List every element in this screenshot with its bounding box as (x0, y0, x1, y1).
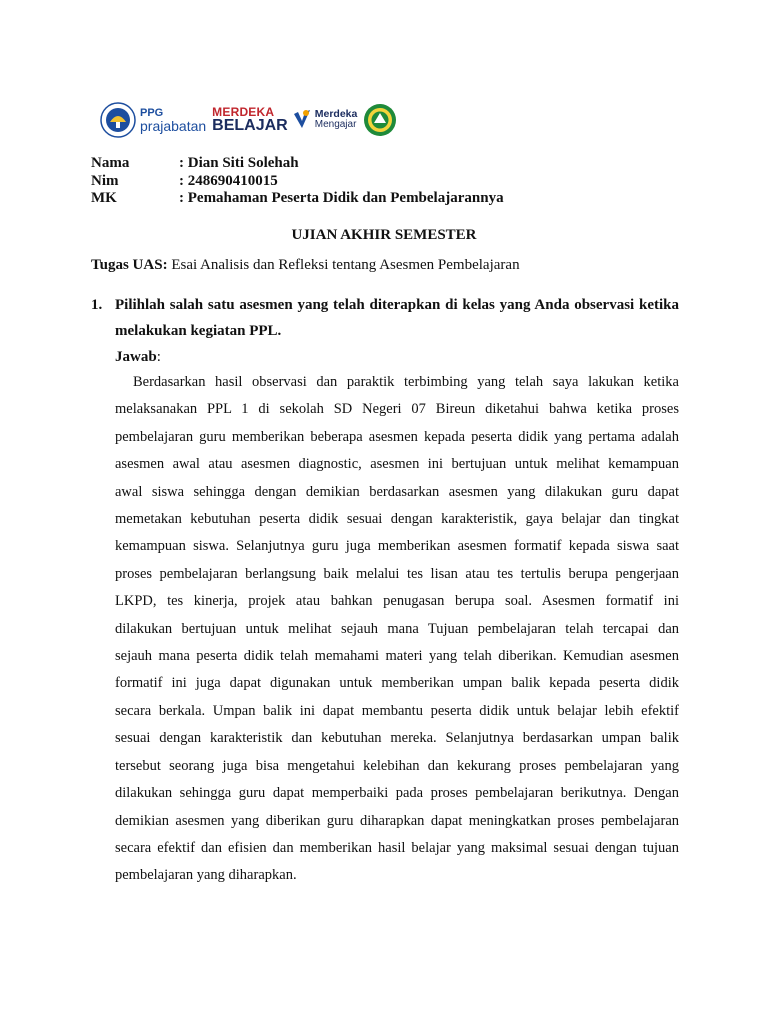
identity-label: Nama (91, 155, 130, 171)
answer-colon: : (156, 349, 161, 365)
answer-line: demikian asesmen yang diberikan guru diharapkan dapat meningkatkan proses pembelajaran (115, 812, 679, 829)
answer-line: memetakan kebutuhan peserta didik sesuai dengan karakteristik, gaya belajar dan tingkat (115, 511, 679, 528)
answer-line: asesmen awal atau asesmen diagnostic, asesmen ini bertujuan untuk melihat kemampuan (115, 456, 679, 473)
answer-line: kemampuan siswa. Selanjutnya guru juga memberikan asesmen formatif kepada siswa saat (115, 538, 679, 555)
prajabatan-logo-text: prajabatan (140, 117, 207, 134)
answer-line: sesuai dengan karakteristik dan kebutuhan mereka. Selanjutnya berdasarkan umpan balik (115, 730, 679, 747)
identity-label: MK (91, 190, 117, 206)
student-identity (91, 155, 504, 208)
question-number: 1. (91, 297, 103, 313)
answer-paragraph (115, 369, 679, 890)
identity-value: : Pemahaman Peserta Didik dan Pembelajarannya (179, 190, 504, 206)
answer-line: LKPD, tes kinerja, projek atau bahkan penugasan berupa soal. Asesmen formatif ini (115, 593, 679, 610)
answer-label: Jawab (115, 349, 157, 365)
identity-value: : Dian Siti Solehah (179, 155, 299, 171)
task-text: Esai Analisis dan Refleksi tentang Asesmen Pembelajaran (167, 257, 520, 273)
identity-row-nama (91, 155, 504, 173)
ppg-prajabatan-logo (140, 108, 206, 133)
merdeka-mengajar-icon (292, 108, 312, 132)
answer-line: awal siswa sehingga dengan demikian berdasarkan asesmen yang dilakukan guru dapat (115, 483, 679, 500)
answer-line: pembelajaran guru memberikan beberapa asesmen kepada peserta didik yang pertama adalah (115, 428, 679, 445)
answer-line: sejauh mana peserta didik telah memahami materi yang telah diberikan. Kemudian asesmen (115, 648, 679, 665)
merdeka-mengajar-logo (315, 109, 358, 131)
belajar-logo-text: BELAJAR (212, 117, 288, 135)
answer-line: pembelajaran yang diharapkan. (115, 867, 297, 884)
ppg-logo-text: PPG (140, 106, 164, 119)
question-item (91, 292, 679, 344)
identity-row-nim (91, 173, 504, 191)
kemdikbud-logo-icon (100, 102, 136, 138)
identity-label: Nim (91, 172, 119, 189)
answer-label-line (115, 344, 161, 370)
mengajar-bottom-text: Mengajar (314, 119, 357, 131)
merdeka-belajar-logo (212, 104, 288, 135)
exam-title: UJIAN AKHIR SEMESTER (291, 227, 477, 243)
answer-line: proses pembelajaran berlangsung baik melalui tes lisan atau tes tertulis berupa pengerjaan (115, 565, 679, 582)
university-seal-icon (363, 103, 397, 137)
question-text: Pilihlah salah satu asesmen yang telah diterapkan di kelas yang Anda observasi ketika melakukan kegiatan PPL. (115, 297, 679, 339)
merdeka-logo-text: MERDEKA (212, 104, 275, 119)
answer-line: dilakukan bertujuan untuk melihat sejauh mana Tujuan pembelajaran telah tercapai dan (115, 620, 679, 637)
answer-line: Berdasarkan hasil observasi dan paraktik terbimbing yang telah saya lakukan ketika (133, 374, 679, 390)
answer-line: dilakukan sehingga guru dapat memperbaiki pada proses pembelajaran berikutnya. Dengan (115, 785, 679, 802)
task-line (91, 257, 520, 274)
mengajar-top-text: Merdeka (314, 108, 358, 121)
header-logos (100, 98, 397, 142)
identity-value: : 248690410015 (179, 172, 278, 189)
task-label: Tugas UAS: (91, 257, 168, 273)
answer-line: secara efektif dan efisien dan memberikan hasil belajar yang maksimal sesuai dengan tujuan (115, 839, 679, 856)
identity-row-mk (91, 190, 504, 208)
answer-line: secara berkala. Umpan balik ini dapat membantu peserta didik untuk belajar lebih efektif (115, 702, 679, 719)
answer-line: tersebut seorang juga bisa mengetahui kelebihan dan kekurang proses pembelajaran yang (115, 757, 679, 774)
answer-line: melaksanakan PPL 1 di sekolah SD Negeri 07 Bireun diketahui bahwa ketika proses (115, 401, 679, 418)
answer-line: formatif ini juga dapat digunakan untuk memberikan umpan balik kepada peserta didik (115, 675, 679, 692)
